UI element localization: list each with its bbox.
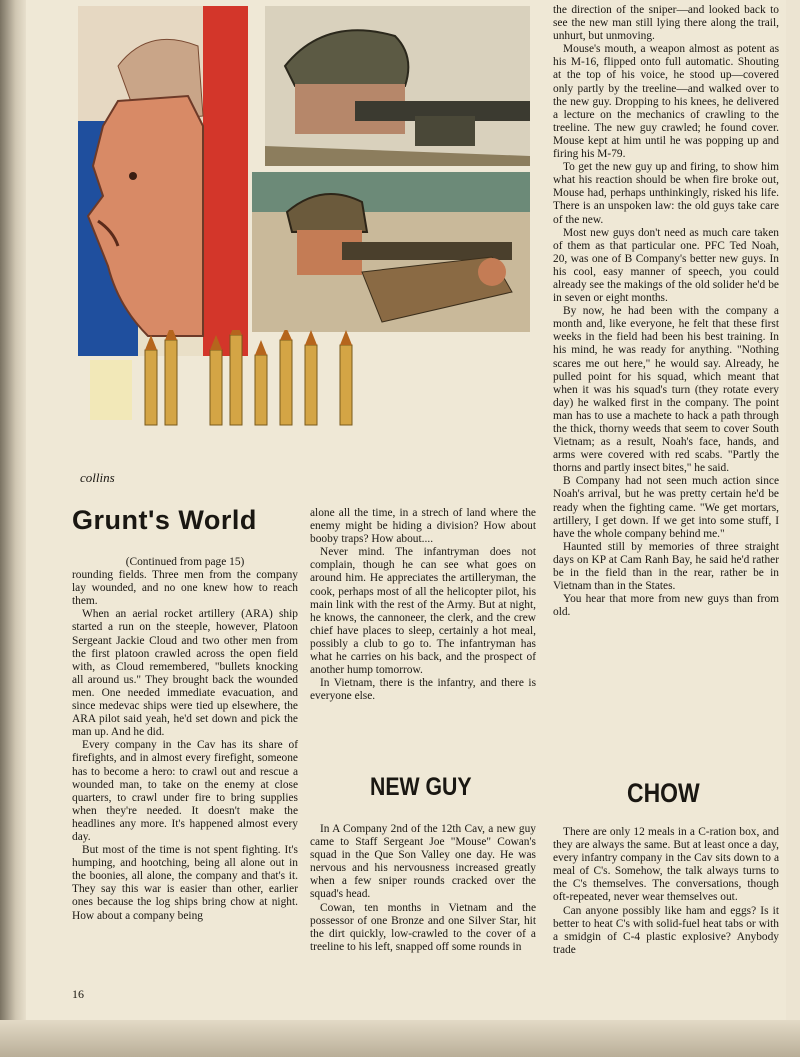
illustration-soldier-helmet-panel [265, 6, 530, 166]
column-2-new-guy [310, 823, 536, 954]
section-heading-chow: CHOW [627, 778, 700, 808]
paragraph: Never mind. The infantryman does not complain, though he can see what goes on around him. He appreciates the artilleryman, the cook, perhaps most of all the helicopter pilot, his main link with the rest of the Army. But at night, he knows, the cannoneer, the clerk, and the crew chief have places to sleep, certainly a hot meal, possibly a club to go to. The infantryman has what he carries on his back, and the prospect of another hump tomorrow. [310, 546, 536, 677]
paragraph: You hear that more from new guys than from old. [553, 593, 779, 619]
paragraph: Cowan, ten months in Vietnam and the possessor of one Bronze and one Silver Star, hit the dirt quickly, low-crawled to the cover of a treeline to his left, snapped off some rounds in [310, 901, 536, 953]
illustration-rifleman-panel [252, 172, 530, 332]
paragraph: Haunted still by memories of three straight days on KP at Cam Ranh Bay, he said he'd rather be in the field than in the rear, rather be in Vietnam than in the States. [553, 540, 779, 593]
paragraph: rounding fields. Three men from the company lay wounded, and no one knew how to reach them. [72, 569, 298, 608]
paragraph: Every company in the Cav has its share of firefights, and in almost every firefight, someone has to become a hero: to crawl out and rescue a wounded man, to take on the enemy at close quarters, to crawl under fire to bring supplies when they're needed. It doesn't make the headlines any more. It's happened almost every day. [72, 739, 298, 843]
column-1 [72, 556, 298, 923]
page-binding-shadow [0, 0, 26, 1057]
section-heading-new-guy: NEW GUY [370, 773, 472, 801]
paragraph: alone all the time, in a strech of land where the enemy might be hiding a division? How about booby traps? How about.... [310, 507, 536, 546]
column-3-chow [553, 826, 779, 957]
article-title: Grunt's World [72, 505, 257, 535]
paragraph: In A Company 2nd of the 12th Cav, a new guy came to Staff Sergeant Joe "Mouse" Cowan's squad in the Que Son Valley one day. He was nervous and his nervousness increased greatly when a few sniper rounds cracked over the squad's head. [310, 823, 536, 901]
column-3 [553, 4, 779, 619]
paragraph: There are only 12 meals in a C-ration box, and they are always the same. But at least once a day, every infantry company in the Cav sits down to a meal of C's. Somehow, the talk always turns to the C's themselves. The conversations, though oft-repeated, never wear themselves out. [553, 826, 779, 904]
illustration-profile-panel [78, 6, 248, 356]
paragraph: By now, he had been with the company a month and, like everyone, he felt that these first weeks in the field had been his best training. In his mind, he was ready for anything. "Nothing scares me out here," he would say. Already, he pulled point for his squad, which meant that when it was his squad's turn (they rotate every day) he walked first in the company. The point man has to use a machete to hack a path through the thick, thorny weeds that seem to cover South Vietnam; as a result, Noah's face, hands, and arms were covered with red scabs. "Partly the thorns and partly insect bites," he said. [553, 305, 779, 475]
paragraph: the direction of the sniper—and looked back to see the new man still lying there along the trail, unhurt, but unmoving. [553, 4, 779, 43]
paragraph: In Vietnam, there is the infantry, and there is everyone else. [310, 677, 536, 703]
paragraph: Mouse's mouth, a weapon almost as potent as his M-16, flipped onto full automatic. Shouting at the top of his voice, he stood up—covered only partly by the treeline—and walked over to the new guy. Dropping to his knees, he delivered a lecture on the mechanics of crawling to the treeline. The new guy crawled; he found cover. Mouse kept at him until he was popping up and firing his M-79. [553, 43, 779, 161]
artist-signature: collins [80, 470, 115, 485]
paragraph: B Company had not seen much action since Noah's arrival, but he was pretty certain he'd be ready when the fighting came. "We get mortars, artillery, I get down. If we get into some stuff, I have the whole company behind me." [553, 475, 779, 540]
paragraph: Can anyone possibly like ham and eggs? Is it better to heat C's with solid-fuel heat tabs or with a smidgin of C-4 plastic explosive? Anybody trade [553, 904, 779, 956]
paragraph: When an aerial rocket artillery (ARA) ship started a run on the steeple, however, Platoon Sergeant Jackie Cloud and two other men from the first platoon crawled across the open field with, as Cloud remembered, "bullets knocking all around us." They brought back the wounded men. One needed immediate evacuation, and since medevac ships were tied up elsewhere, the ARA pilot said yeah, he'd set down and pick the man up. And he did. [72, 608, 298, 739]
column-2 [310, 507, 536, 703]
continued-line: (Continued from page 15) [125, 556, 245, 568]
illustration-ammunition-rounds [90, 330, 370, 430]
paragraph: But most of the time is not spent fighting. It's humping, and hootching, being all alone out in the boonies, all alone, the company and that's it. They say this war is easier than other, earlier ones because the log ships bring chow at night. How about a company being [72, 844, 298, 922]
page-number: 16 [72, 987, 84, 1001]
paragraph: Most new guys don't need as much care taken of them as that particular one. PFC Ted Noah, 20, was one of B Company's better new guys. In his cool, easy manner of speech, you could already see the makings of the old solider he'd be in seven or eight months. [553, 226, 779, 305]
page-bottom-edge [0, 1020, 800, 1057]
paragraph: To get the new guy up and firing, to show him what his reaction should be when fire broke out, Mouse had, perhaps unthinkingly, risked his life. There is an unspoken law: the old guys take care of the new. [553, 161, 779, 226]
